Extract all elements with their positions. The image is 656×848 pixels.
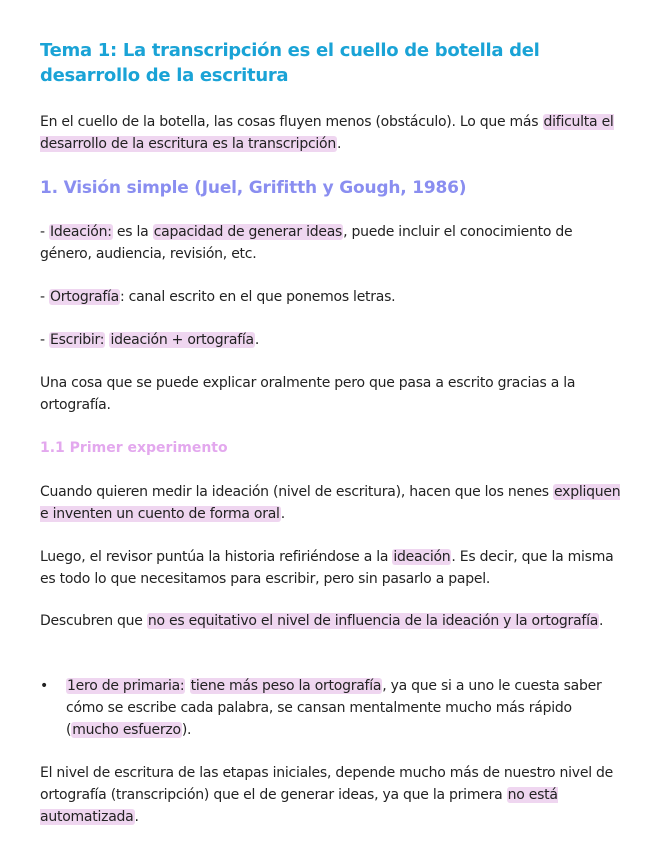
bullet-paragraph: [66, 675, 626, 741]
revisor-text-b: . Es decir, que la misma es todo lo que necesitamos para escribir, pero sin pasarlo a papel.: [40, 549, 614, 587]
intro-highlight: dificulta el desarrollo de la escritura es la transcripción: [40, 114, 614, 152]
escribir-term: Escribir:: [50, 332, 105, 348]
medir-paragraph: [40, 481, 626, 525]
escribir-paragraph: [40, 329, 259, 351]
final-end: .: [134, 809, 139, 825]
final-paragraph: [40, 762, 626, 828]
escribir-end: .: [254, 332, 260, 348]
ideacion-text-b: , puede incluir el conocimiento de género, audiencia, revisión, etc.: [40, 224, 573, 262]
descubren-text: Descubren que: [40, 613, 147, 629]
ortografia-text: : canal escrito en el que ponemos letras.: [119, 289, 396, 305]
intro-text: En el cuello de la botella, las cosas fluyen menos (obstáculo). Lo que más: [40, 114, 543, 130]
revisor-paragraph: [40, 546, 626, 590]
bullet-highlight-1: tiene más peso la ortografía: [190, 678, 382, 694]
ideacion-term: Ideación:: [50, 224, 112, 240]
ideacion-paragraph: [40, 221, 626, 265]
medir-highlight: expliquen e inventen un cuento de forma oral: [40, 484, 621, 522]
intro-end: .: [336, 136, 342, 152]
document-title: Tema 1: La transcripción es el cuello de botella del desarrollo de la escritura: [40, 40, 540, 86]
section-heading-1: 1. Visión simple (Juel, Grifitth y Gough, 1986): [40, 178, 467, 198]
ortografia-term: Ortografía: [50, 289, 119, 305]
medir-text: Cuando quieren medir la ideación (nivel de escritura), hacen que los nenes: [40, 484, 554, 500]
descubren-highlight: no es equitativo el nivel de influencia de la ideación y la ortografía: [147, 613, 599, 629]
medir-end: .: [280, 506, 285, 522]
bullet-term: 1ero de primaria:: [67, 678, 185, 694]
bullet-end: ).: [181, 722, 192, 738]
descubren-paragraph: [40, 610, 603, 632]
ideacion-highlight: capacidad de generar ideas: [153, 224, 343, 240]
escribir-highlight: ideación + ortografía: [110, 332, 254, 348]
intro-paragraph: [40, 111, 626, 155]
escribir-dash: -: [40, 332, 50, 348]
bullet-highlight-2: mucho esfuerzo: [72, 722, 181, 738]
oral-paragraph: Una cosa que se puede explicar oralmente pero que pasa a escrito gracias a la ortografía.: [40, 375, 576, 413]
ideacion-dash: -: [40, 224, 50, 240]
revisor-highlight: ideación: [393, 549, 451, 565]
final-text: El nivel de escritura de las etapas iniciales, depende mucho más de nuestro nivel de ortografía (transcripción) que el de generar ideas, ya que la primera: [40, 765, 614, 803]
revisor-text-a: Luego, el revisor puntúa la historia refiriéndose a la: [40, 549, 393, 565]
bullet-text: , ya que si a uno le cuesta saber cómo se escribe cada palabra, se cansan mentalmente mucho más rápido (: [66, 678, 602, 738]
descubren-end: .: [599, 613, 604, 629]
section-heading-1-1: 1.1 Primer experimento: [40, 440, 228, 456]
bullet-dot: •: [40, 678, 49, 694]
ideacion-text-a: es la: [112, 224, 153, 240]
bullet-space: [185, 678, 189, 694]
ortografia-dash: -: [40, 289, 50, 305]
final-highlight: no está automatizada: [40, 787, 558, 825]
list-item: [40, 675, 626, 741]
ortografia-paragraph: [40, 286, 395, 308]
